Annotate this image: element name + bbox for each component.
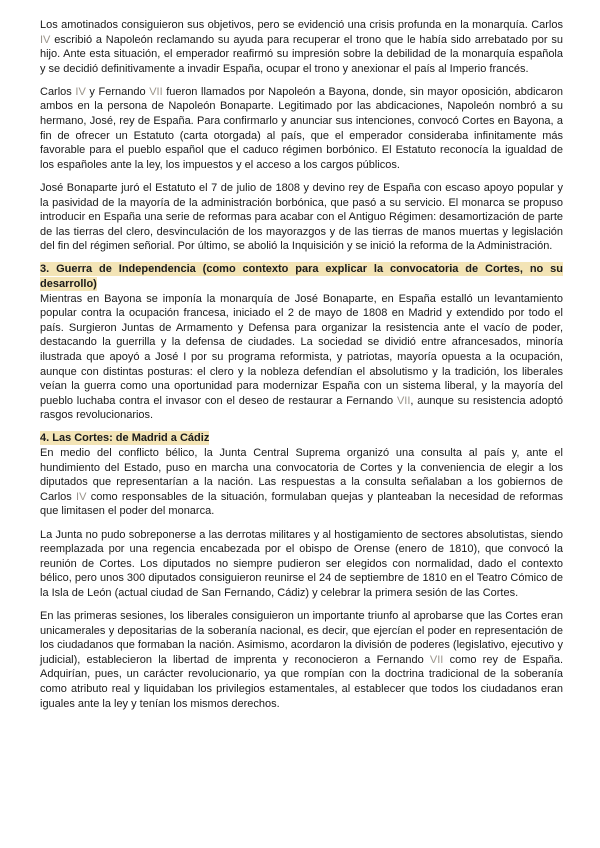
text-segment: Carlos [40,85,76,98]
text-segment: José Bonaparte juró el Estatuto el 7 de julio de 1808 y devino rey de España con escaso apoyo popular y la pasividad de la mayoría de la administración borbónica, que pasó a su servicio. El monarca se propuso introducir en España una serie de reformas para acabar con el Antiguo Régimen: desamortización de parte de las tierras del clero, desvinculación de los mayorazgos y de las tierras de manos muertas y legislación del fin del régimen señorial. Por último, se abolió la Inquisición y se inició la reforma de la Administración. [40,181,563,253]
text-segment: como responsables de la situación, formulaban quejas y planteaban la necesidad de reformas que limitasen el poder del monarca. [40,490,564,518]
roman-numeral: VII [396,394,411,407]
paragraph-jose-bonaparte-reforms [40,181,563,254]
heading-highlight: 4. Las Cortes: de Madrid a Cádiz [40,432,210,445]
roman-numeral: VII [429,653,444,666]
paragraph-junta-central-consulta [40,446,563,519]
text-segment: , aunque su resistencia adoptó rasgos revolucionarios. [40,394,564,422]
roman-numeral: IV [76,490,87,503]
text-segment: Los amotinados consiguieron sus objetivos, pero se evidenció una crisis profunda en la monarquía. Carlos [40,19,563,31]
paragraph-primeras-sesiones [40,609,563,711]
section-heading-guerra-independencia [40,262,563,291]
text-segment: Mientras en Bayona se imponía la monarquía de José Bonaparte, en España estalló un levantamiento popular contra la ocupación francesa, iniciado el 2 de mayo de 1808 en Madrid y extendido por todo el país. Surgieron Juntas de Armamento y Defensa para organizar la resistencia ante el vacío de poder, destacando la guerrilla y la defensa de ciudades. La sociedad se dividió entre afrancesados, minoría ilustrada que apoyó a José I por su programa reformista, y patriotas, mayoría opuesta a la ocupación, aunque con distintas posturas: el clero y la nobleza defendían el absolutismo y la tradición, los liberales veían la guerra como una oportunidad para modernizar España con un sistema liberal, y la mayoría del pueblo luchaba contra el invasor con el deseo de restaurar a Fernando [40,292,563,407]
paragraph-bayona-abdications [40,85,563,173]
paragraph-levantamiento-popular [40,292,563,423]
text-segment: escribió a Napoleón reclamando su ayuda para recuperar el trono que le había sido arrebatado por su hijo. Ante esta situación, el emperador reafirmó su impresión sobre la debilidad de la monarquía española y se decidió definitivamente a invadir España, ocupar el trono y anexionar el país al Imperio francés. [40,33,563,75]
roman-numeral: IV [40,33,51,46]
text-segment: En medio del conflicto bélico, la Junta Central Suprema organizó una consulta al país y, ante el hundimiento del Estado, puso en marcha una convocatoria de Cortes y la conveniencia de elegir a los diputados que representarían a la nación. Las respuestas a la consulta señalaban a los gobiernos de Carlos [40,447,563,503]
section-heading-las-cortes [40,431,563,446]
text-segment: y Fernando [85,85,150,98]
heading-highlight: 3. Guerra de Independencia (como contexto para explicar la convocatoria de Cortes, no su desarrollo) [40,263,563,290]
paragraph-mutiny-crisis [40,18,563,76]
roman-numeral: IV [75,85,86,98]
text-segment: como rey de España. Adquirían, pues, un carácter revolucionario, ya que rompían con la doctrina tradicional de la soberanía como atributo real y liquidaban los privilegios estamentales, al establecer que todos los ciudadanos eran iguales ante la ley y tenían los mismos derechos. [40,653,563,710]
text-segment: La Junta no pudo sobreponerse a las derrotas militares y al hostigamiento de sectores absolutistas, siendo reemplazada por una regencia encabezada por el obispo de Orense (enero de 1810), que convocó la reunión de Cortes. Los diputados no siempre pudieron ser elegidos con normalidad, dado el contexto bélico, pero unos 300 diputados consiguieron reunirse el 24 de septiembre de 1810 en el Teatro Cómico de la Isla de León (actual ciudad de San Fernando, Cádiz) y celebrar la primera sesión de las Cortes. [40,528,563,599]
roman-numeral: VII [149,85,163,98]
paragraph-regencia-reunion-cortes [40,528,563,601]
text-segment: fueron llamados por Napoleón a Bayona, donde, sin mayor oposición, abdicaron ambos en la persona de Napoleón Bonaparte. Legitimado por las abdicaciones, Napoleón nombró a su hermano, José, rey de España. Para confirmarlo y anunciar sus intenciones, convocó Cortes en Bayona, a fin de ofrecer un Estatuto (carta otorgada) al país, que el emperador consideraba infinitamente más favorable para el pueblo español que el caduco régimen borbónico. El Estatuto reconocía la igualdad de los españoles ante la ley, los impuestos y el acceso a los cargos públicos. [40,85,564,171]
text-segment: En las primeras sesiones, los liberales consiguieron un importante triunfo al aprobarse que las Cortes eran unicamerales y depositarias de la soberanía nacional, es decir, que ejercían el poder en representación de los ciudadanos que formaban la nación. Asimismo, acordaron la división de poderes (legislativo, ejecutivo y judicial), establecieron la libertad de imprenta y reconocieron a Fernando [40,609,563,666]
